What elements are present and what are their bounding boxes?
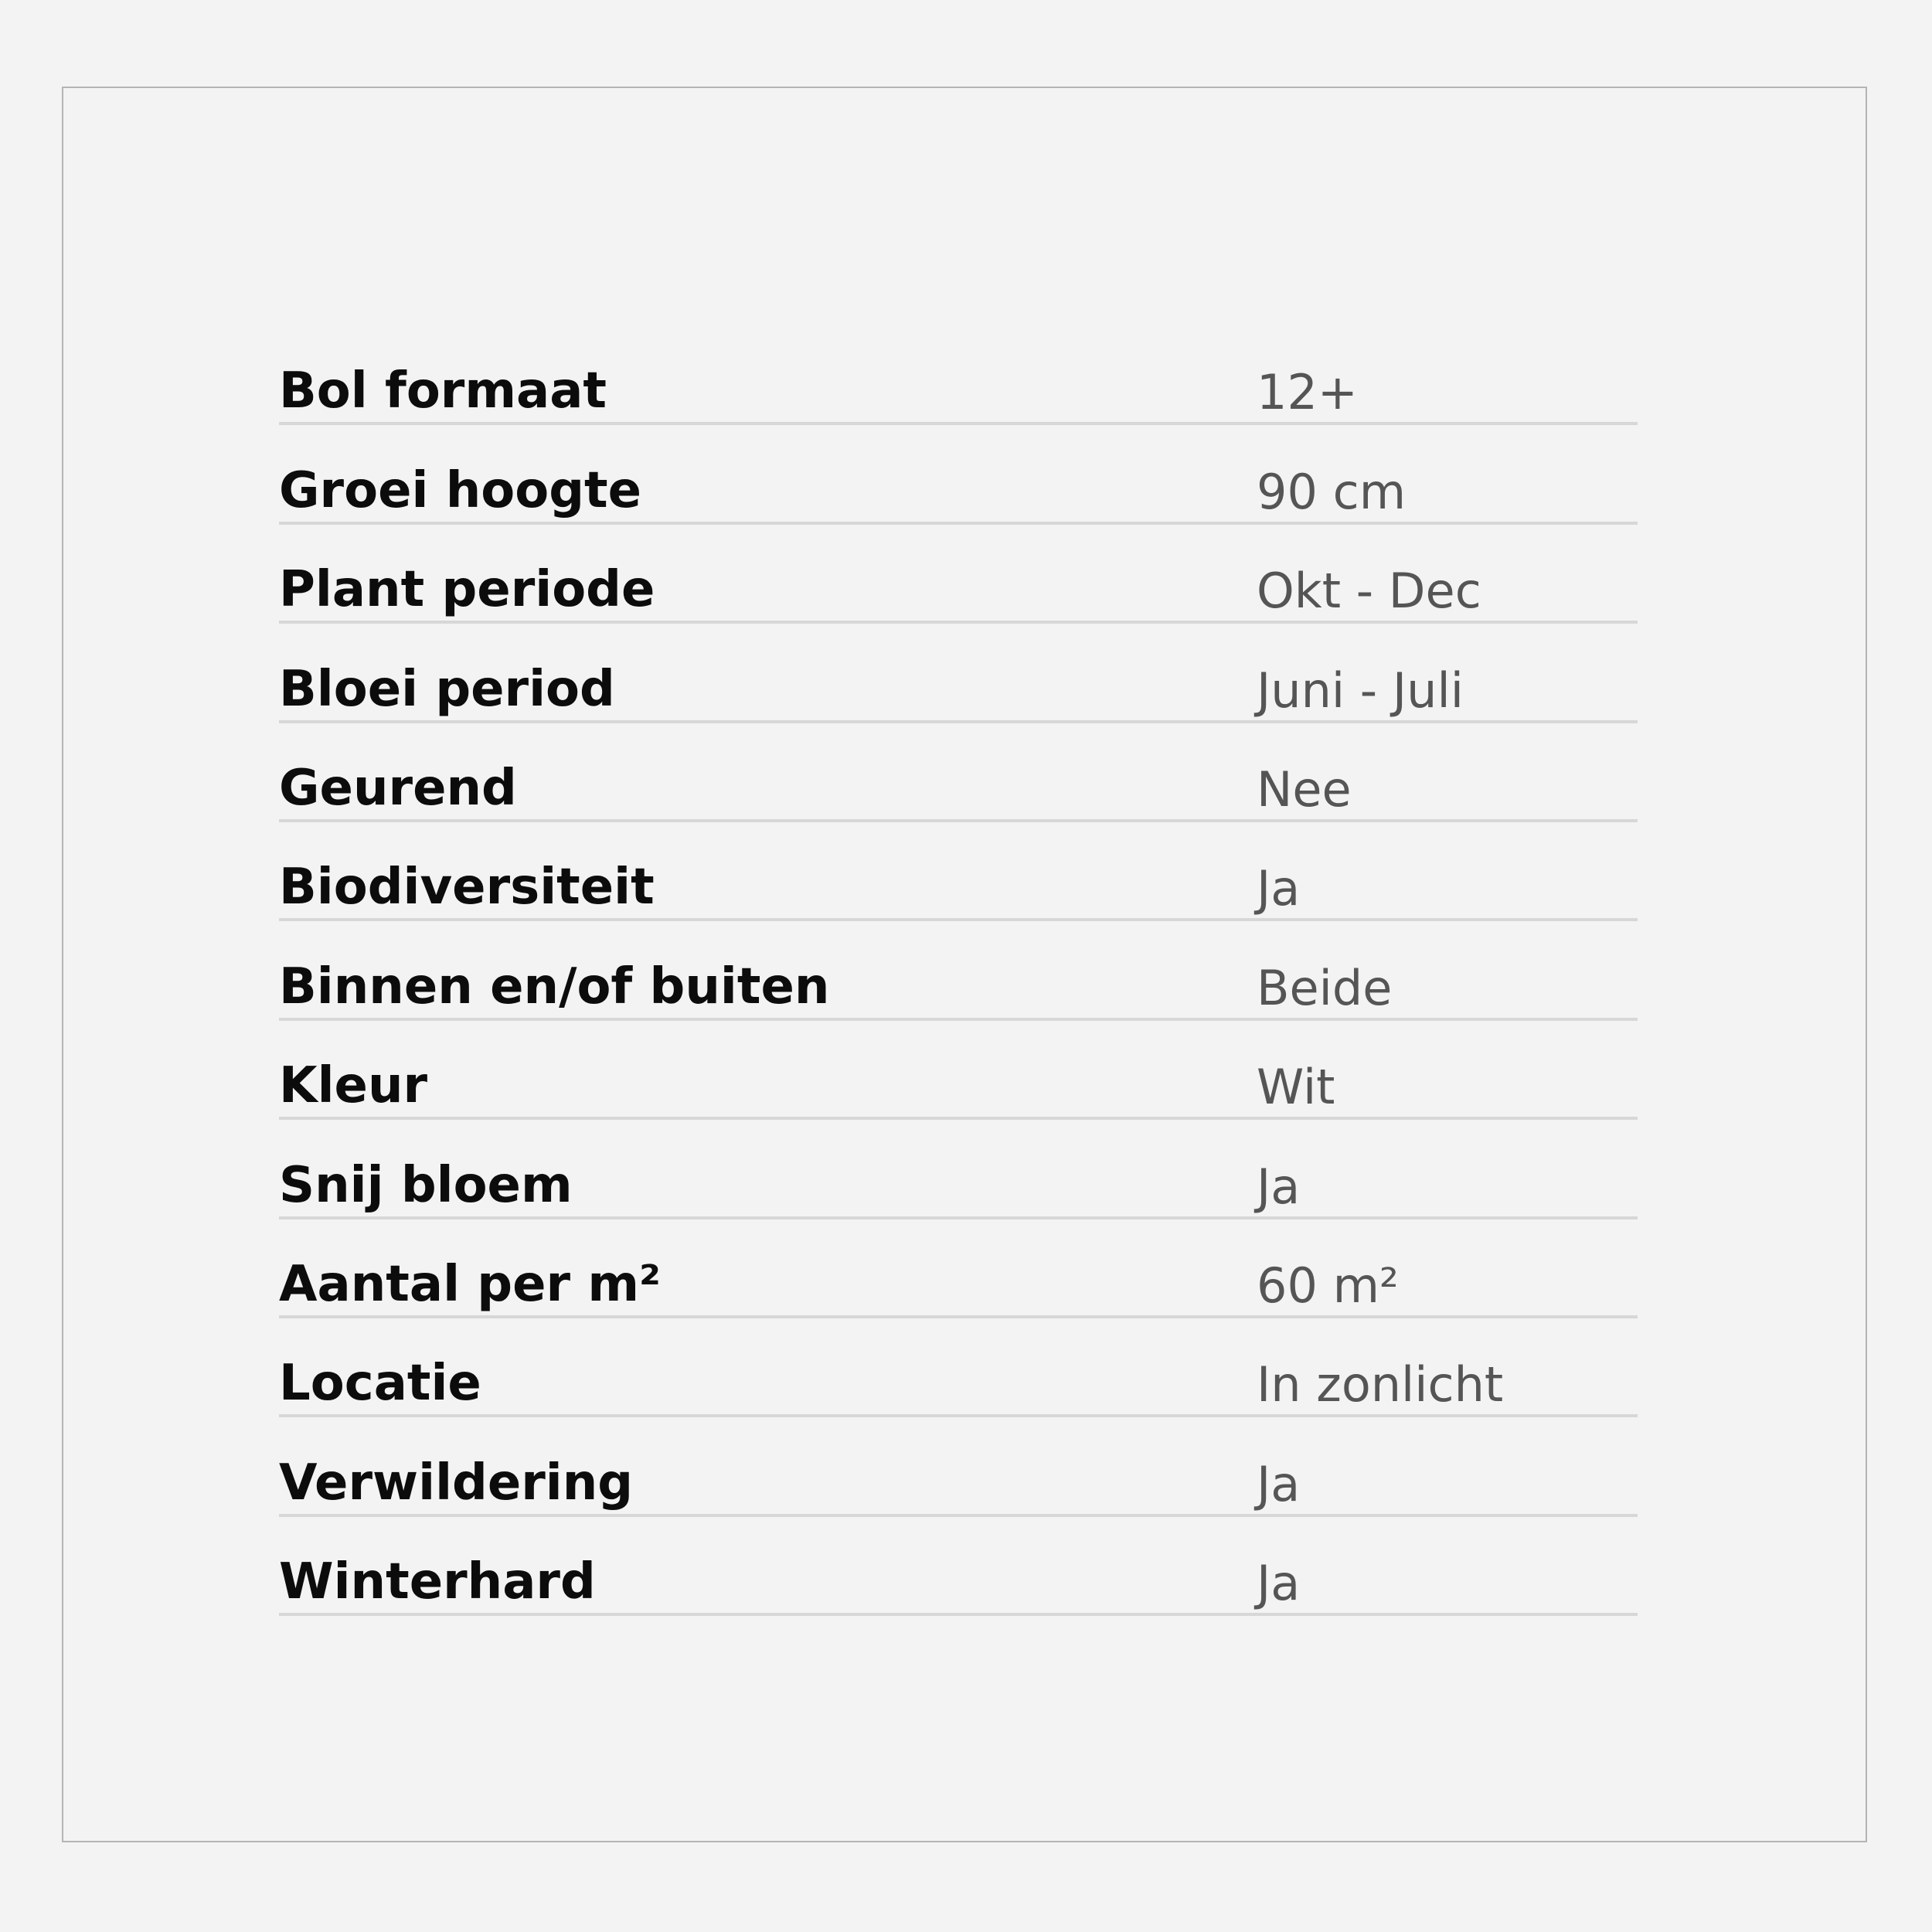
spec-label: Locatie [279, 1355, 481, 1413]
spec-value: Juni - Juli [1257, 662, 1464, 719]
spec-label: Snij bloem [279, 1156, 573, 1214]
spec-label: Winterhard [279, 1553, 596, 1611]
spec-value: 60 m² [1257, 1257, 1399, 1314]
spec-label: Verwildering [279, 1454, 634, 1512]
spec-row-plant-periode [279, 525, 1638, 624]
spec-value: 90 cm [1257, 463, 1406, 520]
spec-value: Okt - Dec [1257, 563, 1481, 620]
spec-value: 12+ [1257, 364, 1358, 421]
spec-value: In zonlicht [1257, 1356, 1504, 1413]
spec-row-winterhard [279, 1517, 1638, 1616]
spec-row-binnen-buiten [279, 921, 1638, 1020]
spec-value: Ja [1257, 1455, 1301, 1512]
spec-row-bloei-period [279, 624, 1638, 723]
spec-label: Plant periode [279, 561, 655, 619]
spec-label: Bol formaat [279, 362, 607, 420]
spec-row-verwildering [279, 1417, 1638, 1516]
spec-label: Groei hoogte [279, 461, 641, 519]
spec-label: Kleur [279, 1057, 428, 1115]
spec-label: Geurend [279, 759, 517, 817]
spec-value: Ja [1257, 1158, 1301, 1215]
spec-value: Beide [1257, 959, 1393, 1016]
spec-row-bol-formaat [279, 326, 1638, 425]
spec-label: Bloei period [279, 660, 615, 718]
spec-row-kleur [279, 1021, 1638, 1120]
spec-label: Aantal per m² [279, 1255, 662, 1313]
product-spec-list [279, 326, 1638, 1616]
spec-label: Biodiversiteit [279, 859, 655, 917]
spec-row-biodiversiteit [279, 822, 1638, 921]
spec-value: Ja [1257, 860, 1301, 917]
spec-row-geurend [279, 723, 1638, 822]
spec-value: Ja [1257, 1555, 1301, 1612]
spec-row-snij-bloem [279, 1120, 1638, 1219]
spec-row-locatie [279, 1318, 1638, 1417]
spec-row-aantal-per-m2 [279, 1219, 1638, 1318]
spec-value: Wit [1257, 1059, 1335, 1116]
spec-row-groei-hoogte [279, 425, 1638, 524]
spec-value: Nee [1257, 760, 1352, 818]
spec-label: Binnen en/of buiten [279, 957, 830, 1015]
